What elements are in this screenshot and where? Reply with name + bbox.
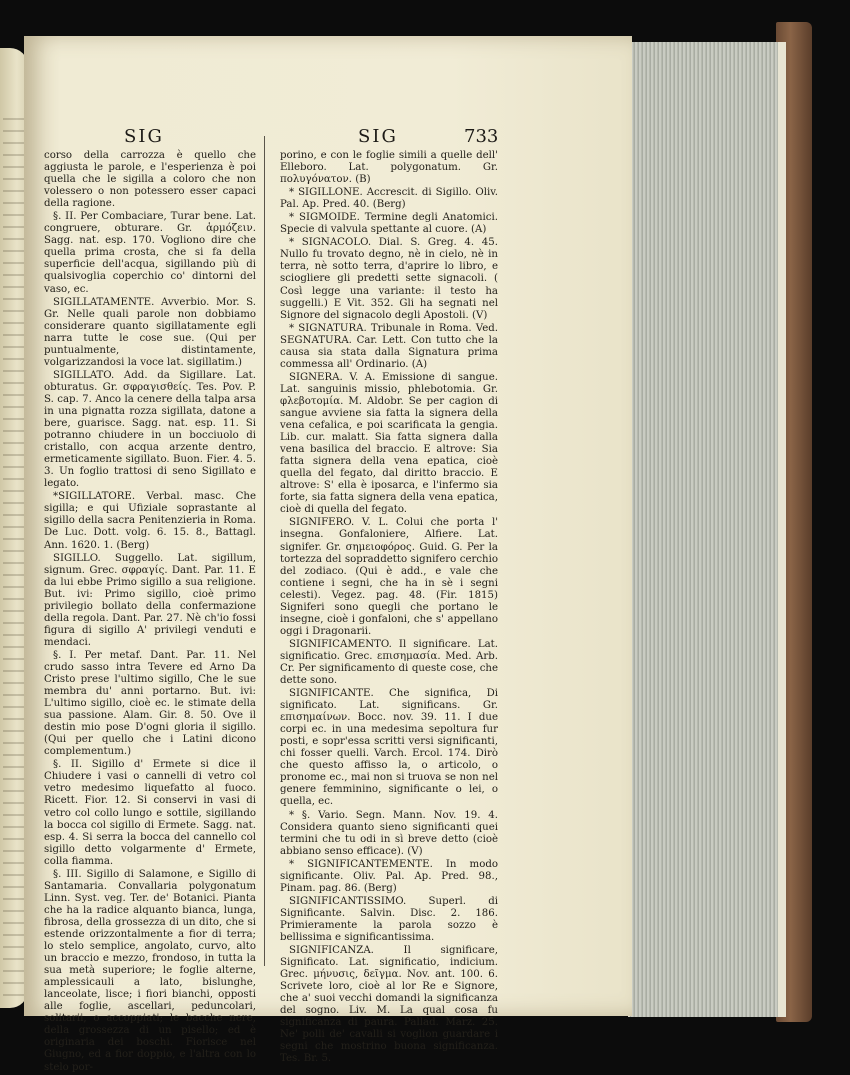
entry: SIGILLO. Suggello. Lat. sigillum, signum. Grec. σφραγίς. Dant. Par. 11. E da lui ebbe Primo sigillo a sua religione. But. ivi: Primo sigillo, cioè primo privilegio bollato della confermazione della regola. Dant. Par. 27. Nè ch'io fossi figura di sigillo A' privilegi venduti e mendaci. (44, 552, 256, 648)
dictionary-page (24, 36, 632, 1073)
entry: SIGILLATAMENTE. Avverbio. Mor. S. Gr. Nelle quali parole non dobbiamo considerare quanto sigillatamente egli narra tutte le cose sue. (Qui per puntualmente, distintamente, volgarizzandosi la voce lat. sigillatim.) (44, 296, 256, 368)
left-running-head: SIG (124, 126, 164, 147)
entry: porino, e con le foglie simili a quelle dell' Elleboro. Lat. polygonatum. Gr. πολυγόνατον. (B) (280, 150, 498, 186)
entry: * SIGNACOLO. Dial. S. Greg. 4. 45. Nullo fu trovato degno, nè in cielo, nè in terra, nè sotto terra, d'aprire lo libro, e sciogliere gli predetti sette signacoli. ( Così legge una variante: il testo ha suggelli.) E Vit. 352. Gli ha segnati nel Signore del signacolo degli Apostoli. (V) (280, 237, 498, 321)
entry: * SIGILLONE. Accrescit. di Sigillo. Oliv. Pal. Ap. Pred. 40. (Berg) (280, 187, 498, 211)
column-divider (264, 136, 265, 966)
entry: SIGNIFICANTE. Che significa, Di significato. Lat. significans. Gr. επισημαίνων. Bocc. nov. 39. 11. I due corpi ec. in una medesima sepoltura fur posti, e sopr'essa scritti versi significanti, chi fosser quelli. Varch. Ercol. 174. Dirò che questo affisso la, o articolo, o pronome ec., mai non si truova se non nel genere femminino, significante o lei, o quella, ec. (280, 688, 498, 808)
entry: SIGNIFERO. V. L. Colui che porta l' insegna. Gonfaloniere, Alfiere. Lat. signifer. Gr. σημειοφόρος. Guid. G. Per la tortezza del sopraddetto signifero cerchio del zodiaco. (Qui è add., e vale che contiene i segni, che ha in sè i segni celesti). Vegez. pag. 48. (Fir. 1815) Signiferi sono quegli che portano le insegne, cioè i gonfaloni, che s' appellano oggi i Dragonarii. (280, 517, 498, 637)
right-running-head: SIG (358, 126, 398, 147)
entry: * SIGNIFICANTEMENTE. In modo significante. Oliv. Pal. Ap. Pred. 98., Pinam. pag. 86. (Berg) (280, 858, 498, 894)
right-column (280, 150, 498, 1067)
entry: SIGNERA. V. A. Emissione di sangue. Lat. sanguinis missio, phlebotomia. Gr. φλεβοτομία. M. Aldobr. Se per cagion di sangue avviene sia fatta la signera della vena cefalica, e poi scarificata la gengia. Lib. cur. malatt. Sia fatta signera dalla vena basilica del braccio. E altrove: Sia fatta signera della vena epatica, cioè quella del fegato, dal diritto braccio. E altrove: S' ella è iposarca, e l'infermo sia forte, sia fatta signera della vena epatica, cioè di quella del fegato. (280, 371, 498, 516)
entry: SIGNIFICANTISSIMO. Superl. di Significante. Salvin. Disc. 2. 186. Primieramente la parola sozzo è bellissima e significantissima. (280, 895, 498, 943)
entry: §. II. Sigillo d' Ermete si dice il Chiudere i vasi o cannelli di vetro col vetro medesimo liquefatto al fuoco. Ricett. Fior. 12. Si conservi in vasi di vetro col collo lungo e sottile, sigillando la bocca col sigillo di Ermete. Sagg. nat. esp. 4. Si serra la bocca del cannello col sigillo detto volgarmente d' Ermete, colla fiamma. (44, 759, 256, 867)
entry: corso della carrozza è quello che aggiusta le parole, e l'esperienza è poi quella che le sigilla a coloro che non volessero o non potessero esser capaci della ragione. (44, 150, 256, 210)
entry: §. II. Per Combaciare, Turar bene. Lat. congruere, obturare. Gr. ἁρμόζειν. Sagg. nat. esp. 170. Vogliono dire che quella prima crosta, che si fa della superficie dell'acqua, sigillando più di qualsivoglia coperchio co' dintorni del vaso, ec. (44, 211, 256, 295)
page-number: 733 (464, 126, 499, 147)
entry: *SIGILLATORE. Verbal. masc. Che sigilla; e qui Ufiziale soprastante al sigillo della sacra Penitenzieria in Roma. De Luc. Dott. volg. 6. 15. 8., Battagl. Ann. 1620. 1. (Berg) (44, 491, 256, 551)
entry: §. I. Per metaf. Dant. Par. 11. Nel crudo sasso intra Tevere ed Arno Da Cristo prese l'ultimo sigillo, Che le sue membra du' anni portarno. But. ivi: L'ultimo sigillo, cioè ec. le stimate della sua passione. Alam. Gir. 8. 50. Ove il destin mio pose D'ogni gloria il sigillo. (Qui per quello che i Latini dicono complementum.) (44, 649, 256, 758)
entry: SIGILLATO. Add. da Sigillare. Lat. obturatus. Gr. σφραγισθείς. Tes. Pov. P. S. cap. 7. Anco la cenere della talpa arsa in una pignatta rozza sigillata, datone a bere, guarisce. Sagg. nat. esp. 11. Si potranno chiudere in un bocciuolo di cristallo, con acqua arzente dentro, ermeticamente sigillato. Buon. Fier. 4. 5. 3. Un foglio trattosi di seno Sigillato e legato. (44, 369, 256, 490)
entry: * SIGMOIDE. Termine degli Anatomici. Specie di valvula spettante al cuore. (A) (280, 212, 498, 236)
entry: SIGNIFICAMENTO. Il significare. Lat. significatio. Grec. επισημασία. Med. Arb. Cr. Per significamento di queste cose, che dette sono. (280, 638, 498, 687)
entry: * SIGNATURA. Tribunale in Roma. Ved. SEGNATURA. Car. Lett. Con tutto che la causa sia stata dalla Signatura prima commessa all' Ordinario. (A) (280, 322, 498, 370)
entry: SIGNIFICANZA. Il significare, Significato. Lat. significatio, indicium. Grec. μήνυσις, δεῖγμα. Nov. ant. 100. 6. Scrivete loro, cioè al lor Re e Signore, che a' suoi vecchi domandi la significanza del sogno. Liv. M. La qual cosa fu significanza di paura. Pallad. Marz. 25. Ne' polli de' cavalli si voglion guardare i segni che mostrino buona significanza. Tes. Br. 5. (280, 945, 498, 1065)
entry: §. III. Sigillo di Salamone, e Sigillo di Santamaria. Convallaria polygonatum Linn. Syst. veg. Ter. de' Botanici. Pianta che ha la radice alquanto bianca, lunga, fibrosa, della grossezza di un dito, che si estende orizzontalmente a fior di terra; lo stelo semplice, angolato, curvo, alto un braccio e mezzo, frondoso, in tutta la sua metà superiore; le foglie alterne, amplessicauli a lato, bislunghe, lanceolate, lisce; i fiori bianchi, opposti alle foglie, ascellari, peduncolari, solitarii, o accoppiati; le bacche nere, della grossezza di un pisello; ed è originaria dei boschi. Fiorisce nel Giugno, ed a fior doppio, e l'altra con lo stelo por- (44, 868, 256, 1073)
left-column (44, 150, 256, 1075)
page-edges (628, 42, 778, 1017)
entry: * §. Vario. Segn. Mann. Nov. 19. 4. Considera quanto sieno significanti quei termini che tu odi in sì breve detto (cioè abbiano senso efficace). (V) (280, 809, 498, 857)
